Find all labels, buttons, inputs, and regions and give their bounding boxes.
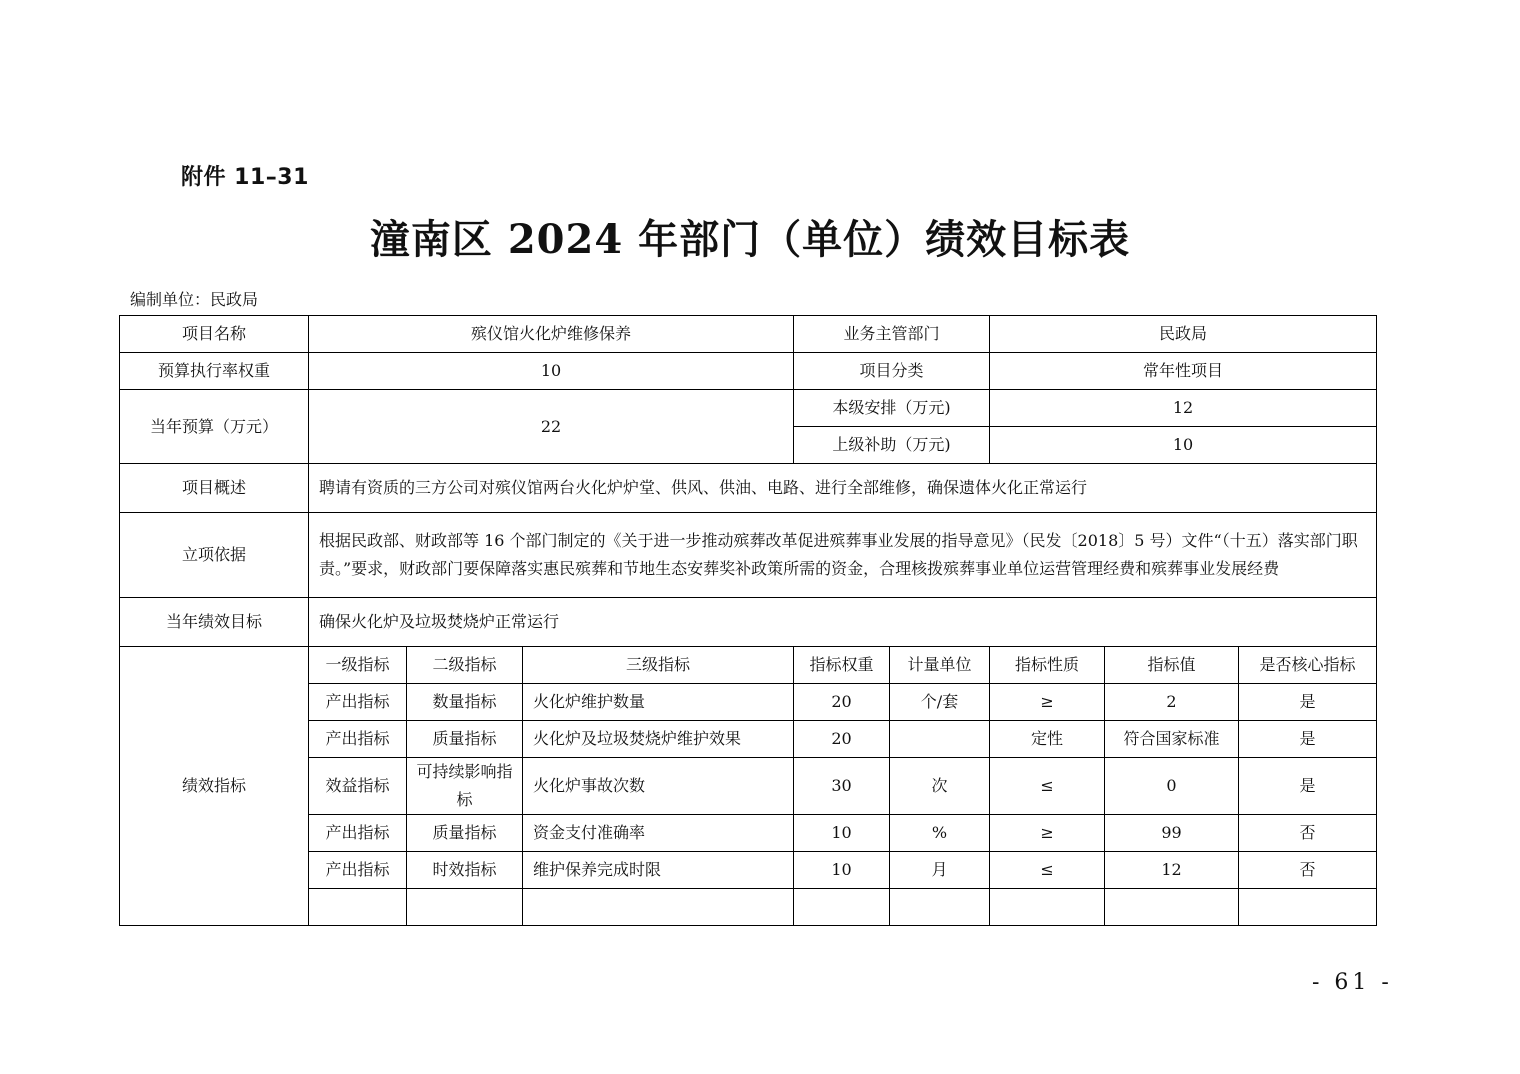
indicator-core: 是 xyxy=(1239,758,1377,815)
empty-cell xyxy=(1105,889,1239,926)
project-name-value: 殡仪馆火化炉维修保养 xyxy=(309,316,794,353)
indicator-weight: 10 xyxy=(794,852,890,889)
indicator-value: 2 xyxy=(1105,684,1239,721)
indicator-weight: 20 xyxy=(794,684,890,721)
empty-row xyxy=(120,889,1377,926)
budget-label: 当年预算（万元） xyxy=(120,390,309,464)
table-row xyxy=(120,852,1377,889)
header-level1: 一级指标 xyxy=(309,647,407,684)
indicator-level3: 火化炉维护数量 xyxy=(523,684,794,721)
goal-value: 确保火化炉及垃圾焚烧炉正常运行 xyxy=(309,598,1377,647)
indicator-level2: 质量指标 xyxy=(407,721,523,758)
indicator-weight: 30 xyxy=(794,758,890,815)
upper-subsidy-label: 上级补助（万元) xyxy=(794,427,990,464)
indicator-level1: 产出指标 xyxy=(309,684,407,721)
header-level3: 三级指标 xyxy=(523,647,794,684)
dept-value: 民政局 xyxy=(990,316,1377,353)
indicator-nature: ≤ xyxy=(990,852,1105,889)
table-row xyxy=(120,721,1377,758)
indicator-level3: 火化炉事故次数 xyxy=(523,758,794,815)
weight-value: 10 xyxy=(309,353,794,390)
header-weight: 指标权重 xyxy=(794,647,890,684)
dept-label: 业务主管部门 xyxy=(794,316,990,353)
indicator-level3: 火化炉及垃圾焚烧炉维护效果 xyxy=(523,721,794,758)
table-row xyxy=(120,758,1377,815)
empty-cell xyxy=(1239,889,1377,926)
local-funding-value: 12 xyxy=(990,390,1377,427)
indicator-unit: % xyxy=(890,815,990,852)
header-level2: 二级指标 xyxy=(407,647,523,684)
indicators-label: 绩效指标 xyxy=(120,647,309,926)
local-funding-label: 本级安排（万元) xyxy=(794,390,990,427)
indicator-level1: 效益指标 xyxy=(309,758,407,815)
indicator-value: 12 xyxy=(1105,852,1239,889)
performance-target-table xyxy=(119,315,1377,926)
annex-label: 附件 11–31 xyxy=(181,165,309,190)
overview-label: 项目概述 xyxy=(120,464,309,513)
indicator-nature: ≤ xyxy=(990,758,1105,815)
indicator-core: 是 xyxy=(1239,721,1377,758)
basis-value: 根据民政部、财政部等 16 个部门制定的《关于进一步推动殡葬改革促进殡葬事业发展的指导意见》（民发〔2018〕5 号）文件“（十五）落实部门职责。”要求，财政部门要保障落实惠民殡葬和节地生态安葬奖补政策所需的资金，合理核拨殡葬事业单位运营管理经费和殡葬事业发展经费 xyxy=(309,513,1377,598)
indicator-level1: 产出指标 xyxy=(309,815,407,852)
header-core: 是否核心指标 xyxy=(1239,647,1377,684)
indicator-unit: 月 xyxy=(890,852,990,889)
indicator-level3: 资金支付准确率 xyxy=(523,815,794,852)
indicator-level1: 产出指标 xyxy=(309,721,407,758)
indicator-level1: 产出指标 xyxy=(309,852,407,889)
empty-cell xyxy=(990,889,1105,926)
indicator-weight: 20 xyxy=(794,721,890,758)
indicator-level2: 数量指标 xyxy=(407,684,523,721)
indicator-level2: 可持续影响指标 xyxy=(407,758,523,815)
indicator-nature: 定性 xyxy=(990,721,1105,758)
category-label: 项目分类 xyxy=(794,353,990,390)
page-number: - 61 - xyxy=(1312,970,1393,995)
indicator-weight: 10 xyxy=(794,815,890,852)
header-unit: 计量单位 xyxy=(890,647,990,684)
indicator-nature: ≥ xyxy=(990,684,1105,721)
indicator-value: 99 xyxy=(1105,815,1239,852)
header-nature: 指标性质 xyxy=(990,647,1105,684)
goal-label: 当年绩效目标 xyxy=(120,598,309,647)
empty-cell xyxy=(523,889,794,926)
indicator-value: 符合国家标准 xyxy=(1105,721,1239,758)
indicator-core: 否 xyxy=(1239,815,1377,852)
page-title: 潼南区 2024 年部门（单位）绩效目标表 xyxy=(369,216,1131,263)
indicator-core: 否 xyxy=(1239,852,1377,889)
empty-cell xyxy=(407,889,523,926)
table-row xyxy=(120,815,1377,852)
indicator-level3: 维护保养完成时限 xyxy=(523,852,794,889)
weight-label: 预算执行率权重 xyxy=(120,353,309,390)
project-name-label: 项目名称 xyxy=(120,316,309,353)
indicator-unit: 个/套 xyxy=(890,684,990,721)
indicator-unit: 次 xyxy=(890,758,990,815)
basis-label: 立项依据 xyxy=(120,513,309,598)
empty-cell xyxy=(890,889,990,926)
table-row xyxy=(120,684,1377,721)
category-value: 常年性项目 xyxy=(990,353,1377,390)
empty-cell xyxy=(794,889,890,926)
indicator-value: 0 xyxy=(1105,758,1239,815)
indicator-level2: 质量指标 xyxy=(407,815,523,852)
header-value: 指标值 xyxy=(1105,647,1239,684)
overview-value: 聘请有资质的三方公司对殡仪馆两台火化炉炉堂、供风、供油、电路、进行全部维修，确保遗体火化正常运行 xyxy=(309,464,1377,513)
indicator-core: 是 xyxy=(1239,684,1377,721)
indicator-nature: ≥ xyxy=(990,815,1105,852)
indicator-level2: 时效指标 xyxy=(407,852,523,889)
compiling-unit: 编制单位：民政局 xyxy=(130,290,259,309)
upper-subsidy-value: 10 xyxy=(990,427,1377,464)
budget-value: 22 xyxy=(309,390,794,464)
indicator-unit xyxy=(890,721,990,758)
empty-cell xyxy=(309,889,407,926)
